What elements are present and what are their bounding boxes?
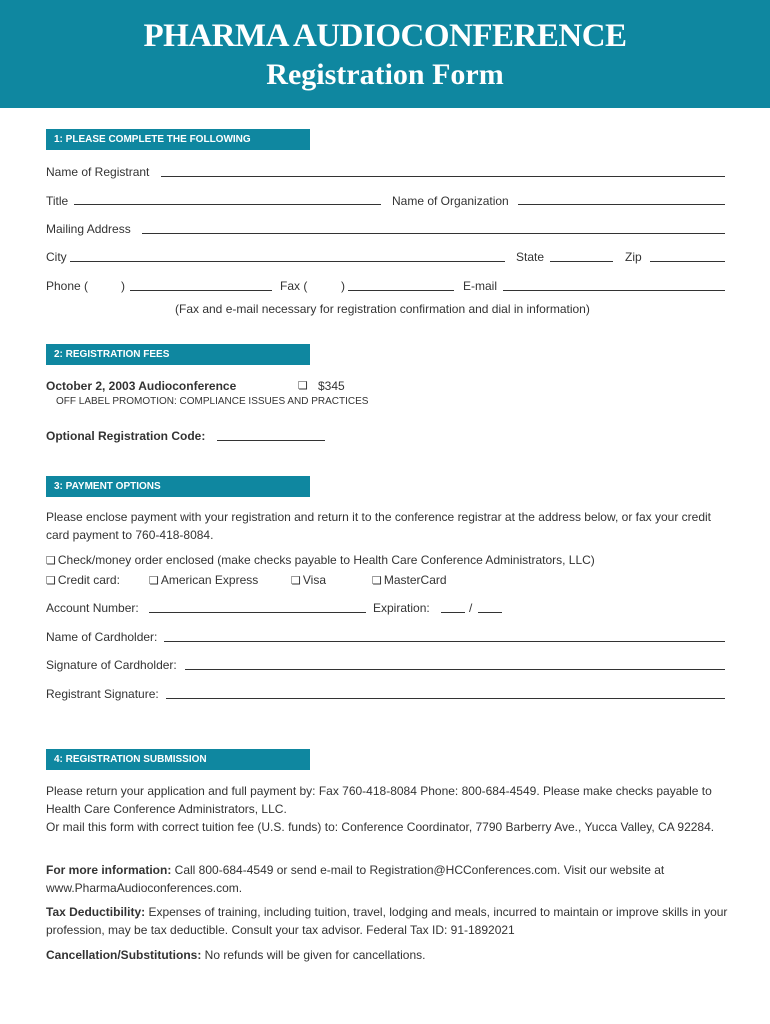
expiration-month-field[interactable] — [441, 612, 465, 613]
expiration-label: Expiration: — [373, 601, 430, 615]
registration-code-label: Optional Registration Code: — [46, 429, 206, 443]
cardholder-name-field[interactable] — [164, 641, 725, 642]
section-4-heading: 4: REGISTRATION SUBMISSION — [46, 749, 310, 770]
amex-option[interactable] — [149, 573, 258, 587]
checkbox-icon: ❏ — [149, 574, 159, 587]
cardholder-name-label: Name of Cardholder: — [46, 630, 158, 644]
email-field[interactable] — [503, 290, 725, 291]
event-checkbox[interactable] — [298, 378, 310, 392]
fax-paren: ) — [341, 279, 345, 293]
more-info-label: For more information: — [46, 863, 172, 877]
state-label: State — [516, 250, 545, 264]
email-label: E-mail — [463, 279, 498, 293]
event-name: October 2, 2003 Audioconference — [46, 379, 237, 393]
contact-note: (Fax and e-mail necessary for registration confirmation and dial in information) — [175, 302, 590, 316]
title-field[interactable] — [74, 204, 381, 205]
amex-label: American Express — [160, 573, 259, 587]
cancellation-paragraph — [46, 946, 726, 964]
checkbox-icon: ❏ — [372, 574, 382, 587]
fax-label: Fax ( — [280, 279, 308, 293]
organization-field[interactable] — [518, 204, 725, 205]
form-header — [0, 0, 770, 108]
section-2-heading: 2: REGISTRATION FEES — [46, 344, 310, 365]
city-field[interactable] — [70, 261, 505, 262]
checkbox-icon: ❏ — [46, 574, 56, 587]
phone-paren: ) — [121, 279, 125, 293]
expiration-year-field[interactable] — [478, 612, 502, 613]
section-1-heading: 1: PLEASE COMPLETE THE FOLLOWING — [46, 129, 310, 150]
mailing-address-field[interactable] — [142, 233, 725, 234]
expiration-separator: / — [469, 601, 473, 615]
mastercard-option[interactable] — [372, 573, 447, 587]
more-info-text: Call 800-684-4549 or send e-mail to Registration@HCConferences.com. Visit our website at www.PharmaAudioconferences.com. — [46, 863, 665, 895]
organization-label: Name of Organization — [392, 194, 509, 208]
checkbox-icon: ❏ — [46, 554, 56, 567]
registration-code-field[interactable] — [217, 440, 325, 441]
cancellation-label: Cancellation/Substitutions: — [46, 948, 202, 962]
form-title: PHARMA AUDIOCONFERENCE — [143, 18, 627, 54]
event-price: $345 — [318, 379, 345, 393]
check-option-label: Check/money order enclosed (make checks payable to Health Care Conference Administrators, LLC) — [57, 553, 595, 567]
cardholder-signature-field[interactable] — [185, 669, 725, 670]
payment-instructions: Please enclose payment with your registration and return it to the conference registrar at the address below, or fax your credit card payment to 760-418-8084. — [46, 510, 712, 542]
more-info-paragraph — [46, 861, 726, 897]
credit-card-label: Credit card: — [57, 573, 120, 587]
checkbox-icon: ❏ — [291, 574, 301, 587]
form-subtitle: Registration Form — [266, 58, 504, 91]
city-label: City — [46, 250, 67, 264]
phone-field[interactable] — [130, 290, 272, 291]
mailing-address-label: Mailing Address — [46, 222, 131, 236]
tax-paragraph — [46, 903, 730, 939]
registrant-name-label: Name of Registrant — [46, 165, 150, 179]
visa-label: Visa — [302, 573, 327, 587]
fax-field[interactable] — [348, 290, 454, 291]
cancellation-text: No refunds will be given for cancellations. — [201, 948, 426, 962]
phone-label: Phone ( — [46, 279, 89, 293]
account-number-label: Account Number: — [46, 601, 139, 615]
checkbox-icon: ❏ — [298, 379, 308, 392]
visa-option[interactable] — [291, 573, 326, 587]
mail-paragraph: Or mail this form with correct tuition fee (U.S. funds) to: Conference Coordinator, 7790 Barberry Ave., Yucca Valley, CA 92284. — [46, 820, 715, 834]
mastercard-label: MasterCard — [383, 573, 447, 587]
credit-card-option[interactable] — [46, 573, 120, 587]
account-number-field[interactable] — [149, 612, 366, 613]
zip-field[interactable] — [650, 261, 725, 262]
check-option[interactable] — [46, 553, 595, 567]
title-label: Title — [46, 194, 69, 208]
registrant-signature-label: Registrant Signature: — [46, 687, 159, 701]
registrant-signature-field[interactable] — [166, 698, 725, 699]
zip-label: Zip — [625, 250, 642, 264]
section-3-heading: 3: PAYMENT OPTIONS — [46, 476, 310, 497]
tax-label: Tax Deductibility: — [46, 905, 146, 919]
event-subtitle: OFF LABEL PROMOTION: COMPLIANCE ISSUES AND PRACTICES — [56, 396, 369, 407]
cardholder-signature-label: Signature of Cardholder: — [46, 658, 177, 672]
tax-text: Expenses of training, including tuition, travel, lodging and meals, incurred to maintain or improve skills in your profession, may be tax deductible. Consult your tax advisor. Federal Tax ID: 91-1892021 — [46, 905, 728, 937]
state-field[interactable] — [550, 261, 613, 262]
registrant-name-field[interactable] — [161, 176, 725, 177]
submission-paragraph: Please return your application and full payment by: Fax 760-418-8084 Phone: 800-684-4549. Please make checks payable to Health Care Conference Administrators, LLC. — [46, 784, 712, 816]
